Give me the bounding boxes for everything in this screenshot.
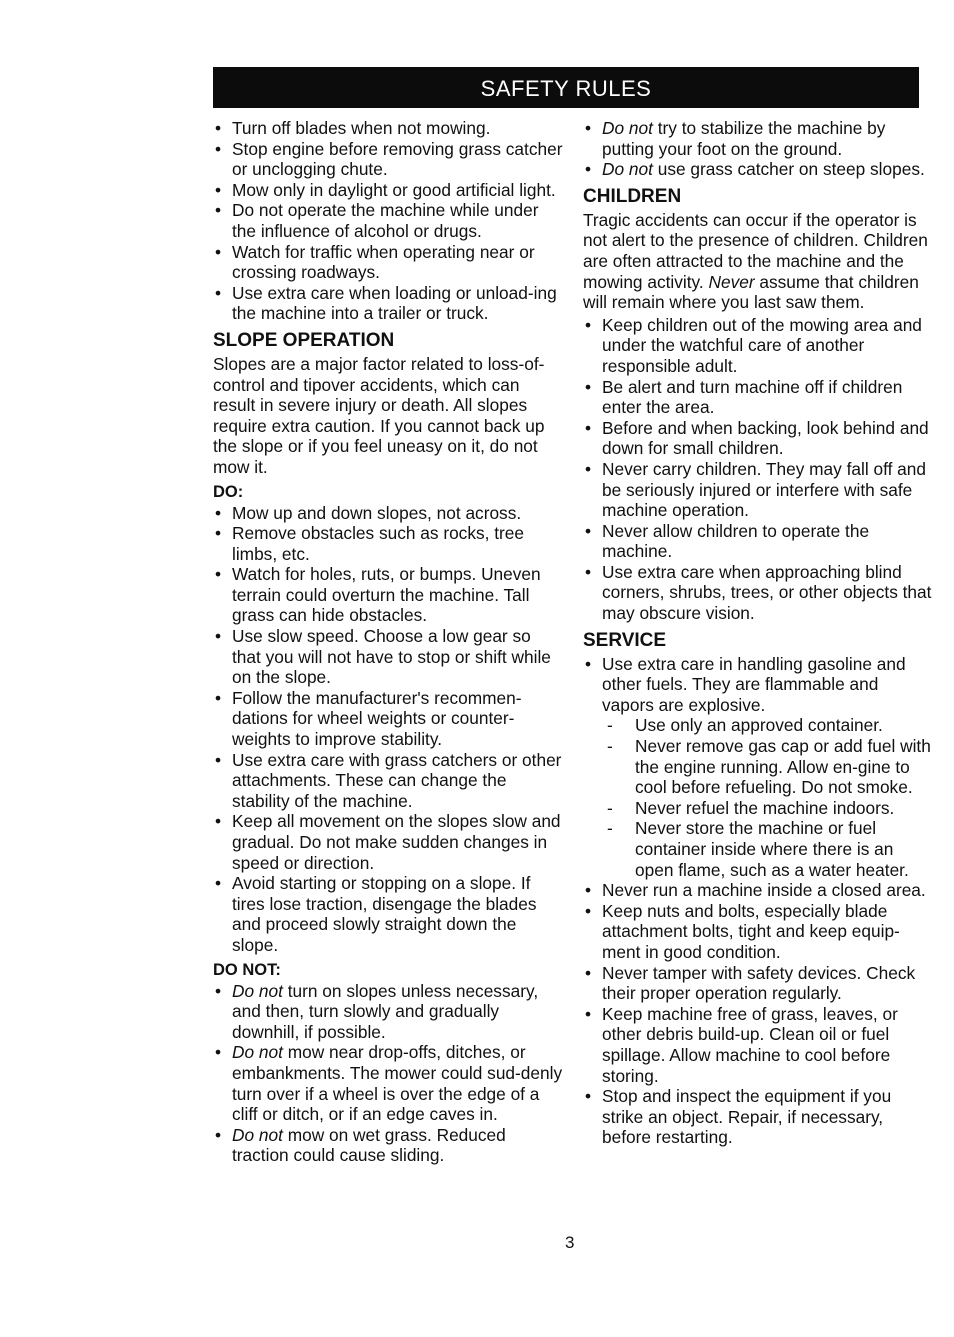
list-item-text: turn on slopes unless necessary, and then, turn slowly and gradually downhill, if possible. bbox=[232, 980, 539, 1042]
list-item: • Use extra care with grass catchers or other attachments. These can change the stability of the machine. bbox=[213, 750, 563, 812]
list-item: • Before and when backing, look behind and down for small children. bbox=[583, 418, 933, 459]
children-intro-text: Tragic accidents can occur if the operator is not alert to the presence of children. Children are often attracted to the machine and the mowing activity. bbox=[583, 209, 928, 292]
list-item bbox=[583, 159, 933, 180]
list-item: • Turn off blades when not mowing. bbox=[213, 118, 563, 139]
slope-operation-heading: SLOPE OPERATION bbox=[213, 329, 395, 351]
list-item: • Be alert and turn machine off if children enter the area. bbox=[583, 377, 933, 418]
left-column bbox=[213, 118, 563, 1166]
do-heading: DO: bbox=[213, 482, 244, 501]
list-item: • Remove obstacles such as rocks, tree limbs, etc. bbox=[213, 523, 563, 564]
do-not-emphasis: Do not bbox=[232, 980, 283, 1001]
never-emphasis: Never bbox=[708, 271, 755, 292]
children-intro-paragraph bbox=[583, 210, 933, 313]
do-not-list-continued bbox=[583, 118, 933, 180]
list-item: • Mow up and down slopes, not across. bbox=[213, 503, 563, 524]
service-heading: SERVICE bbox=[583, 629, 667, 651]
do-not-list bbox=[213, 981, 563, 1166]
general-rules-list bbox=[213, 118, 563, 324]
children-list bbox=[583, 315, 933, 624]
list-item: • Use slow speed. Choose a low gear so that you will not have to stop or shift while on the slope. bbox=[213, 626, 563, 688]
sub-list-item: - Never store the machine or fuel container inside where there is an open flame, such as a water heater. bbox=[583, 818, 933, 880]
list-item: • Follow the manufacturer's recommen-dations for wheel weights or counter-weights to improve stability. bbox=[213, 688, 563, 750]
do-not-emphasis: Do not bbox=[232, 1042, 283, 1063]
list-item: • Stop engine before removing grass catcher or unclogging chute. bbox=[213, 139, 563, 180]
list-item: • Mow only in daylight or good artificial light. bbox=[213, 180, 563, 201]
list-item bbox=[213, 1125, 563, 1166]
list-item: • Avoid starting or stopping on a slope. If tires lose traction, disengage the blades and proceed slowly straight down the slope. bbox=[213, 873, 563, 955]
list-item: • Never allow children to operate the machine. bbox=[583, 521, 933, 562]
safety-rules-banner bbox=[213, 67, 919, 108]
do-list bbox=[213, 503, 563, 956]
list-item: • Watch for traffic when operating near or crossing roadways. bbox=[213, 242, 563, 283]
sub-list-item: - Use only an approved container. bbox=[583, 715, 933, 736]
list-item: • Keep nuts and bolts, especially blade attachment bolts, tight and keep equip-ment in good condition. bbox=[583, 901, 933, 963]
list-item-text: mow on wet grass. Reduced traction could cause sliding. bbox=[232, 1124, 506, 1166]
list-item: • Keep machine free of grass, leaves, or other debris build-up. Clean oil or fuel spillage. Allow machine to cool before storing. bbox=[583, 1004, 933, 1086]
list-item-text: mow near drop-offs, ditches, or embankments. The mower could sud-denly turn over if a wheel is over the edge of a cliff or ditch, or if an edge caves in. bbox=[232, 1042, 563, 1125]
list-item: • Do not operate the machine while under the influence of alcohol or drugs. bbox=[213, 200, 563, 241]
do-not-heading: DO NOT: bbox=[213, 960, 281, 979]
list-item-text: use grass catcher on steep slopes. bbox=[652, 159, 925, 180]
children-heading: CHILDREN bbox=[583, 185, 682, 207]
list-item: • Use extra care when loading or unload-ing the machine into a trailer or truck. bbox=[213, 283, 563, 324]
list-item: • Never tamper with safety devices. Check their proper operation regularly. bbox=[583, 963, 933, 1004]
sub-list-item: - Never remove gas cap or add fuel with the engine running. Allow en-gine to cool before refueling. Do not smoke. bbox=[583, 736, 933, 798]
list-item: • Use extra care when approaching blind corners, shrubs, trees, or other objects that may obscure vision. bbox=[583, 562, 933, 624]
do-not-emphasis: Do not bbox=[232, 1124, 283, 1145]
list-item bbox=[213, 981, 563, 1043]
list-item bbox=[213, 1042, 563, 1124]
list-item-text: try to stabilize the machine by putting your foot on the ground. bbox=[602, 118, 886, 159]
sub-list-item: - Never refuel the machine indoors. bbox=[583, 798, 933, 819]
list-item: • Stop and inspect the equipment if you strike an object. Repair, if necessary, before restarting. bbox=[583, 1086, 933, 1148]
do-not-emphasis: Do not bbox=[602, 118, 653, 138]
list-item: • Use extra care in handling gasoline and other fuels. They are flammable and vapors are explosive. bbox=[583, 654, 933, 716]
list-item: • Keep children out of the mowing area and under the watchful care of another responsible adult. bbox=[583, 315, 933, 377]
children-intro-end: assume that children will remain where you last saw them. bbox=[583, 271, 919, 313]
do-not-emphasis: Do not bbox=[602, 159, 653, 180]
list-item: • Keep all movement on the slopes slow and gradual. Do not make sudden changes in speed or direction. bbox=[213, 811, 563, 873]
slope-intro-paragraph: Slopes are a major factor related to loss-of-control and tipover accidents, which can result in severe injury or death. All slopes require extra caution. If you cannot back up the slope or if you feel uneasy on it, do not mow it. bbox=[213, 353, 545, 477]
page-title: SAFETY RULES bbox=[480, 76, 652, 101]
page-number: 3 bbox=[565, 1233, 575, 1252]
list-item bbox=[583, 118, 933, 159]
list-item: • Never run a machine inside a closed area. bbox=[583, 880, 933, 901]
service-list bbox=[583, 654, 933, 1148]
list-item: • Watch for holes, ruts, or bumps. Uneven terrain could overturn the machine. Tall grass can hide obstacles. bbox=[213, 564, 563, 626]
list-item: • Never carry children. They may fall off and be seriously injured or interfere with safe machine operation. bbox=[583, 459, 933, 521]
right-column bbox=[583, 118, 933, 1148]
